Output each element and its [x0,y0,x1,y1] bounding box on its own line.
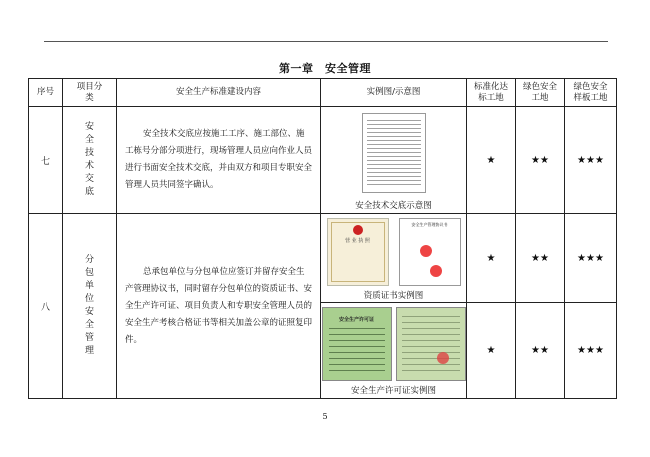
business-license-title: 营 业 执 照 [345,238,370,244]
seal-icon [353,225,363,235]
chapter-title: 第一章 安全管理 [279,62,371,75]
stars-standard: ★ [467,107,516,214]
safety-production-license-copy-image [396,307,466,381]
header-example: 实例图/示意图 [321,79,467,107]
row-seq: 七 [29,107,63,214]
safety-production-license-image [322,307,392,381]
header-seq: 序号 [29,79,63,107]
row-example-top [321,214,467,303]
table-row [29,214,617,303]
seal-icon [420,245,432,257]
stars-green-model: ★★★ [565,107,617,214]
table-row [29,107,617,214]
agreement-title: 安全生产管理协议书 [411,222,448,227]
stars-green-model: ★★★ [565,214,617,303]
header-category: 项目分类 [63,79,117,107]
header-rule [44,41,608,42]
seal-icon [430,265,442,277]
license-title: 安全生产许可证 [338,317,374,323]
image-caption: 安全生产许可证实例图 [350,386,436,396]
stars-green: ★★ [516,214,565,303]
image-caption: 安全技术交底示意图 [355,201,432,211]
standards-table [28,78,617,399]
image-caption: 资质证书实例图 [363,291,424,301]
stars-standard: ★ [467,214,516,303]
row-category: 安全技术交底 [63,107,117,214]
safety-agreement-image [399,218,461,286]
seal-icon [437,352,449,364]
business-license-image [327,218,389,286]
header-content: 安全生产标准建设内容 [117,79,321,107]
header-green-model: 绿色安全样板工地 [565,79,617,107]
table-header-row [29,79,617,107]
row-content: 安全技术交底应按施工工序、施工部位、施工栋号分部分项进行，现场管理人员应向作业人员进行书面安全技术交底，并由双方和项目专职安全管理人员共同签字确认。 [117,107,321,214]
page-number: 5 [322,412,328,421]
stars-green: ★★ [516,303,565,399]
row-category: 分包单位安全管理 [63,214,117,399]
row-example-bottom [321,303,467,399]
row-seq: 八 [29,214,63,399]
stars-green-model: ★★★ [565,303,617,399]
stars-standard: ★ [467,303,516,399]
safety-briefing-document-image [362,113,426,193]
row-example [321,107,467,214]
row-content: 总承包单位与分包单位应签订并留存安全生产管理协议书，同时留存分包单位的资质证书、安全生产许可证、项目负责人和专职安全管理人员的安全生产考核合格证书等相关加盖公章的证照复印件。 [117,214,321,399]
header-green: 绿色安全工地 [516,79,565,107]
stars-green: ★★ [516,107,565,214]
header-standard: 标准化达标工地 [467,79,516,107]
